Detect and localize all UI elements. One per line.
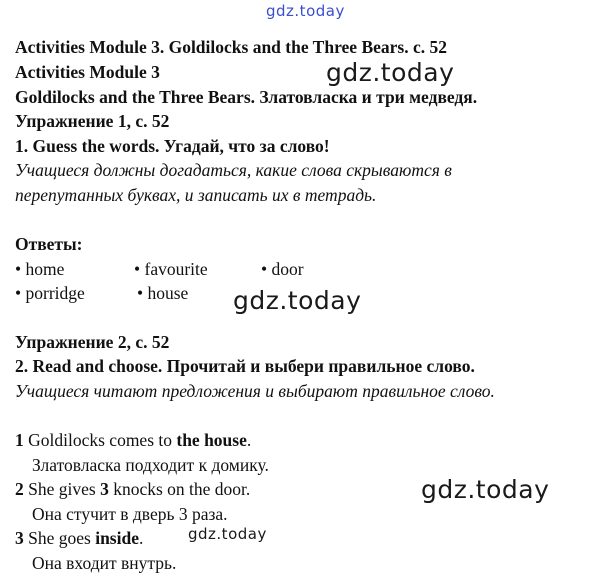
sentence-text: She goes — [23, 528, 96, 548]
watermark: gdz.today — [188, 525, 267, 543]
exercise1-title: Упражнение 1, с. 52 — [15, 111, 170, 131]
sentence-text: . — [246, 430, 252, 450]
answers-label: Ответы: — [15, 234, 83, 254]
sentence-number: 2 — [15, 479, 24, 499]
answer-item: • house — [137, 283, 189, 303]
watermark: gdz.today — [233, 286, 362, 315]
sentence-text: She gives — [23, 479, 101, 499]
header-story-line: Goldilocks and the Three Bears. Златовласка и три медведя. — [15, 87, 478, 107]
sentence-1-translation: Златовласка подходит к домику. — [32, 455, 269, 475]
sentence-2 — [15, 478, 250, 500]
sentence-text: knocks on the door. — [108, 479, 251, 499]
sentence-2-translation: Она стучит в дверь 3 раза. — [32, 504, 228, 524]
header-title-line: Activities Module 3. Goldilocks and the Three Bears. с. 52 — [15, 37, 447, 57]
exercise1-instruction-line1: Учащиеся должны догадаться, какие слова скрываются в — [15, 160, 452, 180]
answer-item: • home — [15, 259, 65, 279]
exercise1-task: 1. Guess the words. Угадай, что за слово! — [15, 136, 330, 156]
sentence-answer: inside — [95, 528, 139, 548]
exercise2-instruction: Учащиеся читают предложения и выбирают правильное слово. — [15, 381, 495, 401]
sentence-answer: the house — [176, 430, 247, 450]
sentence-3-translation: Она входит внутрь. — [32, 553, 177, 573]
watermark-top: gdz.today — [266, 2, 345, 20]
header-module-line: Activities Module 3 — [15, 62, 160, 82]
sentence-1 — [15, 429, 251, 451]
watermark: gdz.today — [326, 58, 455, 87]
sentence-text: Goldilocks comes to — [23, 430, 177, 450]
sentence-3 — [15, 527, 143, 549]
sentence-answer: 3 — [100, 479, 109, 499]
sentence-number: 3 — [15, 528, 24, 548]
watermark: gdz.today — [421, 475, 550, 504]
exercise2-task: 2. Read and choose. Прочитай и выбери правильное слово. — [15, 356, 475, 376]
exercise2-title: Упражнение 2, с. 52 — [15, 332, 170, 352]
sentence-text: . — [138, 528, 144, 548]
answer-item: • favourite — [134, 259, 208, 279]
answer-item: • door — [261, 259, 304, 279]
exercise1-instruction-line2: перепутанных буквах, и записать их в тетрадь. — [15, 185, 377, 205]
sentence-number: 1 — [15, 430, 24, 450]
answer-item: • porridge — [15, 283, 85, 303]
